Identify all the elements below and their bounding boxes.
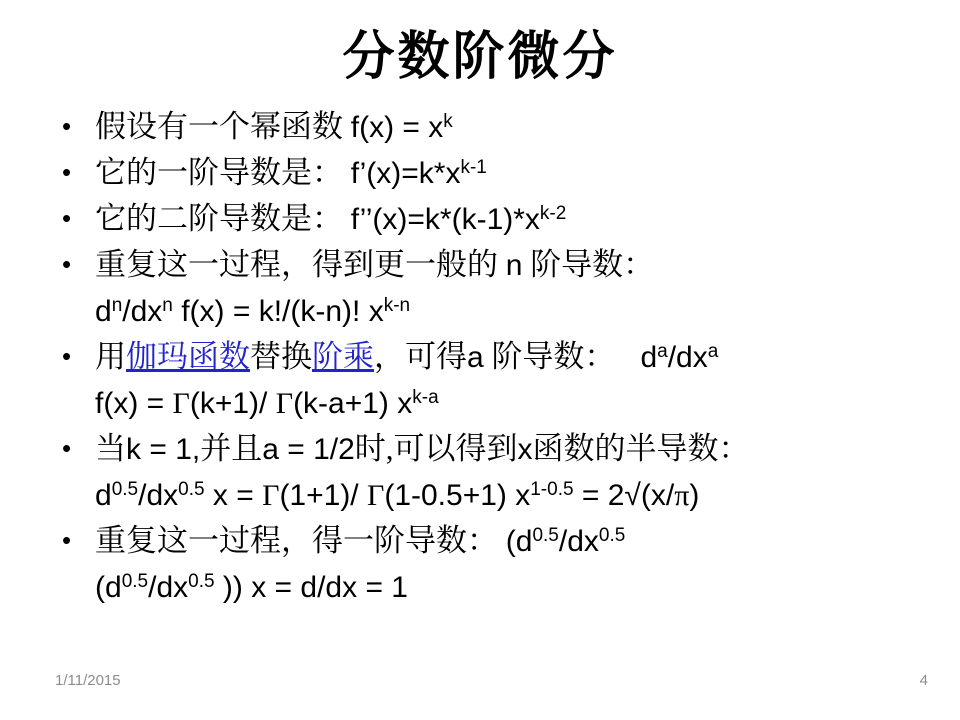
text-segment: k-a: [412, 387, 439, 409]
bullet-text: [95, 104, 930, 150]
text-segment: )) x = d/dx = 1: [214, 571, 408, 604]
text-segment: /dx: [667, 341, 708, 374]
text-segment: 时,可以得到: [354, 431, 518, 466]
bullet-item: [58, 104, 930, 150]
text-segment: n: [162, 295, 173, 317]
bullet-marker: •: [62, 525, 72, 555]
text-segment: k-1: [460, 157, 487, 179]
text-segment: x: [517, 433, 533, 466]
footer-date: 1/11/2015: [55, 672, 121, 689]
text-segment: 重复这一过程，得到更一般的: [95, 247, 506, 282]
text-segment: a: [707, 341, 719, 363]
text-segment: k: [443, 111, 453, 133]
text-segment: Γ: [275, 387, 294, 420]
text-segment: 0.5: [111, 479, 139, 501]
text-segment: /dx: [148, 571, 189, 604]
text-segment: a: [657, 341, 668, 363]
bullet-text: [95, 242, 930, 334]
bullet-item: [58, 150, 930, 196]
bullet-text: [95, 426, 930, 518]
text-segment: 重复这一过程，得一阶导数：: [95, 523, 506, 558]
text-segment: f’’(x)=k*(k-1)*x: [350, 203, 540, 236]
text-segment: 0.5: [598, 525, 626, 547]
text-segment: f(x) = x: [350, 111, 444, 144]
bullet-marker: •: [62, 157, 72, 187]
text-segment: d: [95, 479, 112, 512]
bullet-marker: •: [62, 111, 72, 141]
text-segment: 0.5: [121, 571, 149, 593]
text-segment: 假设有一个幂函数: [95, 109, 351, 144]
text-segment: (k+1)/: [189, 387, 276, 420]
text-segment: k-2: [539, 203, 567, 225]
gamma-function-link[interactable]: 伽玛函数: [126, 339, 250, 374]
text-segment: (d: [505, 525, 533, 558]
bullet-marker: •: [62, 203, 72, 233]
text-segment: 替换: [250, 339, 312, 374]
text-segment: 0.5: [532, 525, 559, 547]
text-segment: (d: [95, 571, 122, 604]
text-segment: (1-0.5+1) x: [384, 479, 531, 512]
text-segment: 1-0.5: [530, 479, 574, 501]
text-segment: x =: [204, 479, 263, 512]
text-segment: 函数的半导数：: [532, 431, 750, 466]
text-segment: 它的一阶导数是：: [95, 155, 351, 190]
slide-title: 分数阶微分: [342, 29, 618, 86]
factorial-link[interactable]: 阶乘: [312, 339, 374, 374]
text-segment: a = 1/2: [262, 433, 355, 466]
text-segment: f(x) =: [95, 387, 173, 420]
text-segment: 阶导数：: [522, 247, 655, 282]
bullet-list: [58, 104, 930, 610]
text-segment: n: [111, 295, 123, 317]
bullet-item: [58, 518, 930, 610]
text-segment: Γ: [366, 479, 385, 512]
text-segment: 当: [95, 431, 126, 466]
bullet-item: [58, 334, 930, 426]
bullet-text: [95, 334, 930, 426]
text-segment: f’(x)=k*x: [350, 157, 461, 190]
text-segment: (k-a+1) x: [293, 387, 413, 420]
slide-number: 4: [919, 672, 928, 689]
text-segment: 0.5: [188, 571, 215, 593]
text-segment: ，可得: [374, 339, 467, 374]
bullet-text: [95, 196, 930, 242]
text-segment: = 2√(x/: [573, 479, 675, 512]
text-segment: a: [467, 341, 484, 374]
text-segment: π: [674, 479, 690, 512]
text-segment: n: [505, 249, 523, 282]
text-segment: 阶导数：: [483, 339, 616, 374]
text-segment: /dx: [558, 525, 599, 558]
bullet-item: [58, 196, 930, 242]
bullet-text: [95, 518, 930, 610]
text-segment: 它的二阶导数是：: [95, 201, 351, 236]
bullet-marker: •: [62, 341, 72, 371]
text-segment: ): [689, 479, 700, 512]
text-segment: 用: [95, 339, 126, 374]
text-segment: /dx: [138, 479, 179, 512]
text-segment: /dx: [122, 295, 163, 328]
bullet-marker: •: [62, 433, 72, 463]
text-segment: Γ: [262, 479, 280, 512]
bullet-marker: •: [62, 249, 72, 279]
bullet-item: [58, 242, 930, 334]
text-segment: 0.5: [178, 479, 205, 501]
bullet-text: [95, 150, 930, 196]
text-segment: (1+1)/: [279, 479, 367, 512]
text-segment: Γ: [172, 387, 190, 420]
text-segment: 并且: [200, 431, 263, 466]
text-segment: k-n: [383, 295, 411, 317]
text-segment: d: [615, 341, 658, 374]
text-segment: k = 1,: [126, 433, 201, 466]
text-segment: d: [95, 295, 112, 328]
bullet-item: [58, 426, 930, 518]
text-segment: f(x) = k!/(k-n)! x: [172, 295, 384, 328]
